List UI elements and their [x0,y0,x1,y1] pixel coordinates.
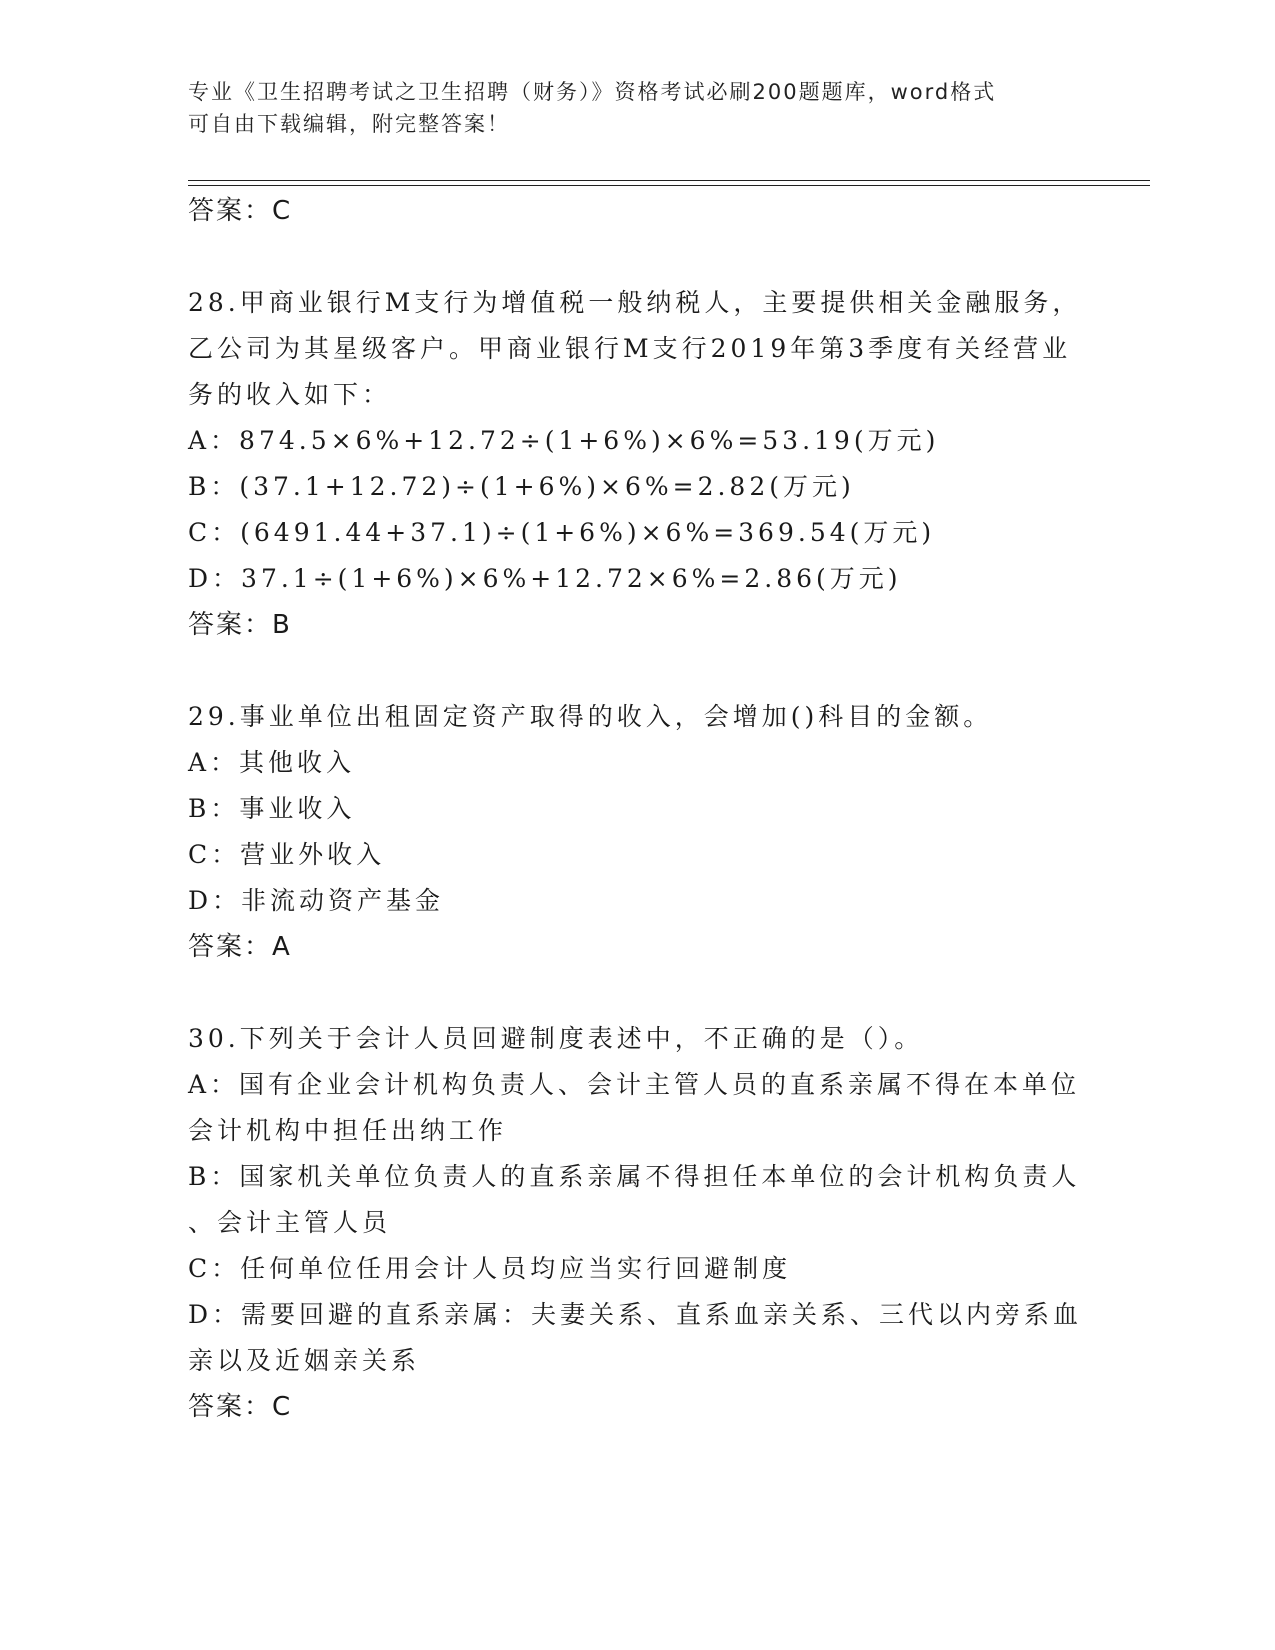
spacer [188,970,1088,1016]
question-29-option-d: D：非流动资产基金 [188,886,445,915]
question-30-option-c: C：任何单位任用会计人员均应当实行回避制度 [188,1254,792,1283]
question-30-option-b-line-1: B：国家机关单位负责人的直系亲属不得担任本单位的会计机构负责人 [188,1162,1081,1191]
spacer [188,648,1088,694]
document-header [188,76,1088,140]
question-29-option-c: C：营业外收入 [188,840,386,869]
header-divider-bottom [188,185,1150,186]
header-line-2: 可自由下载编辑，附完整答案！ [188,112,510,136]
question-30-answer: 答案：C [188,1392,293,1422]
question-30 [188,1016,1088,1430]
question-30-option-d-line-1: D：需要回避的直系亲属：夫妻关系、直系血亲关系、三代以内旁系血 [188,1300,1083,1329]
question-28-option-a: A：874.5×6%+12.72÷(1+6%)×6%=53.19(万元) [188,426,940,455]
header-line-1: 专业《卫生招聘考试之卫生招聘（财务）》资格考试必刷200题题库，word格式 [188,80,997,104]
question-30-stem-line-1: 30.下列关于会计人员回避制度表述中，不正确的是（）。 [188,1024,924,1053]
question-28-option-c: C：(6491.44+37.1)÷(1+6%)×6%=369.54(万元) [188,518,936,547]
question-29-stem-line-1: 29.事业单位出租固定资产取得的收入，会增加()科目的金额。 [188,702,993,731]
spacer [188,234,1088,280]
question-28-option-b: B：(37.1+12.72)÷(1+6%)×6%=2.82(万元) [188,472,855,501]
question-30-option-a-line-1: A：国有企业会计机构负责人、会计主管人员的直系亲属不得在本单位 [188,1070,1081,1099]
header-divider-top [188,180,1150,181]
question-29-option-b: B：事业收入 [188,794,356,823]
question-28-answer: 答案：B [188,610,292,640]
question-28-stem-line-1: 28.甲商业银行M支行为增值税一般纳税人，主要提供相关金融服务， [188,288,1082,317]
question-28-option-d: D：37.1÷(1+6%)×6%+12.72×6%=2.86(万元) [188,564,902,593]
document-body [188,188,1088,1430]
question-29-answer: 答案：A [188,932,292,962]
question-30-option-b-line-2: 、会计主管人员 [188,1208,392,1237]
question-30-option-d-line-2: 亲以及近姻亲关系 [188,1346,421,1375]
question-29 [188,694,1088,970]
question-28 [188,280,1088,648]
answer-previous: 答案：C [188,196,293,226]
question-30-option-a-line-2: 会计机构中担任出纳工作 [188,1116,508,1145]
question-28-stem-line-3: 务的收入如下： [188,380,392,409]
question-29-option-a: A：其他收入 [188,748,356,777]
question-28-stem-line-2: 乙公司为其星级客户。甲商业银行M支行2019年第3季度有关经营业 [188,334,1072,363]
